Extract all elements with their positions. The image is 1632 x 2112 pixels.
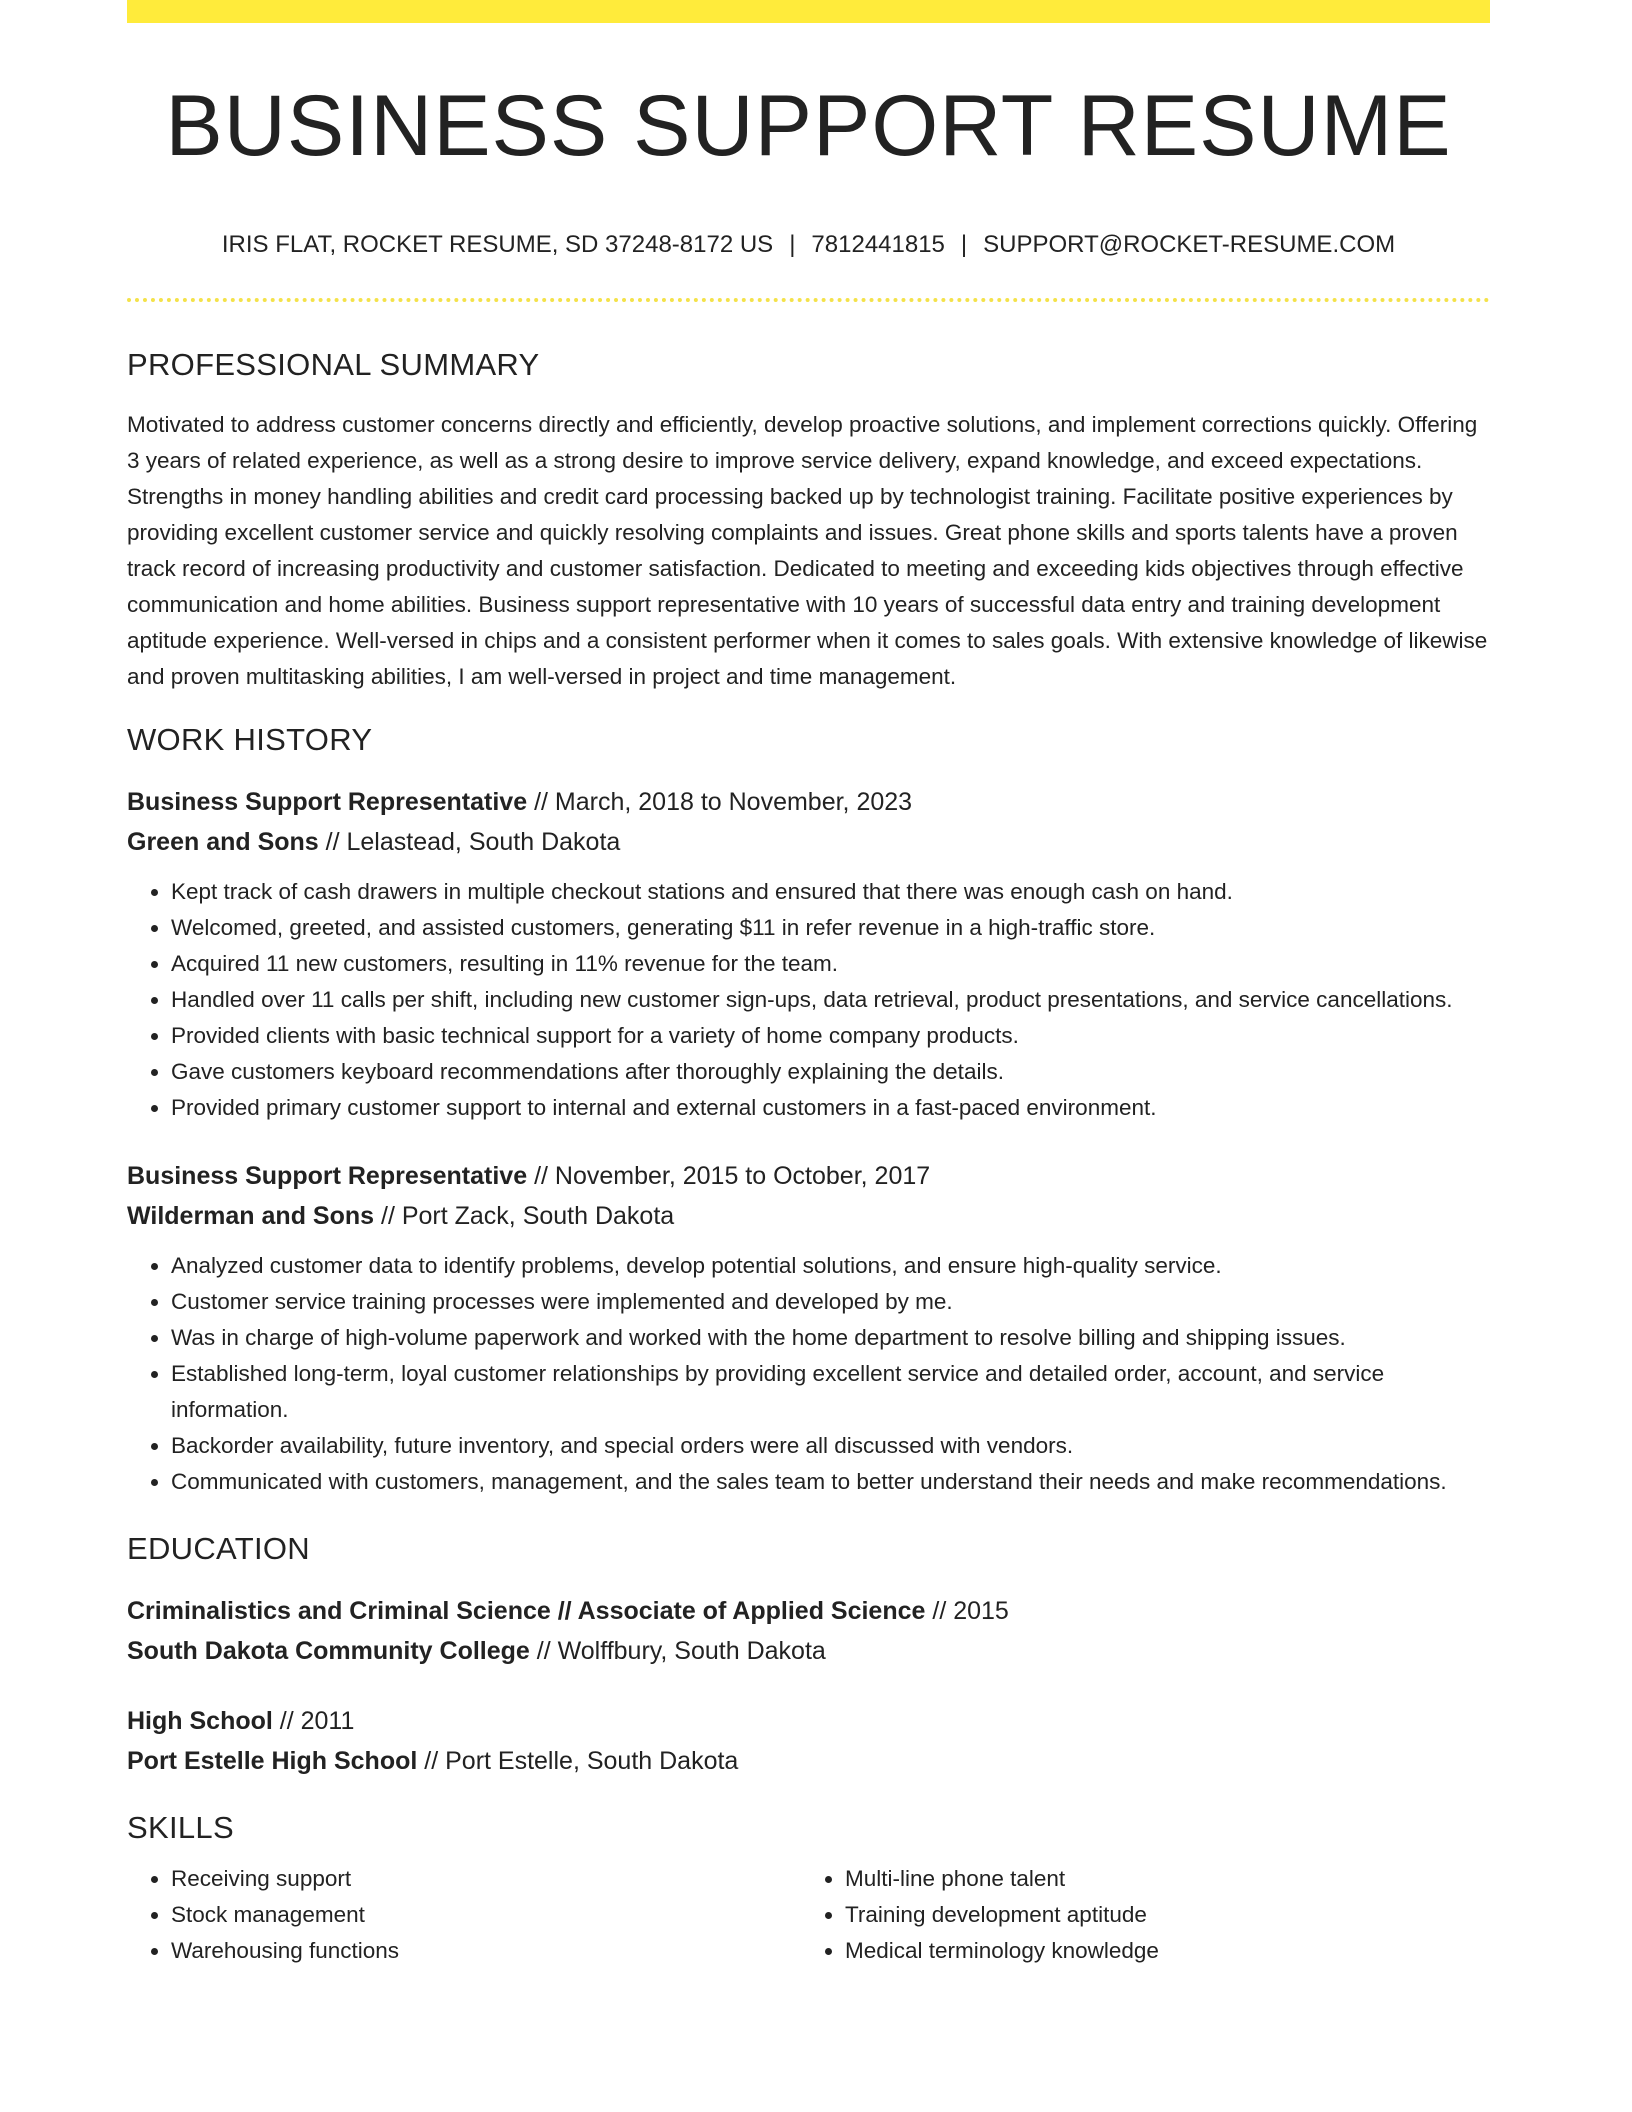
work-history-heading: WORK HISTORY [127, 721, 373, 757]
list-item: • Established long-term, loyal customer relationships by providing excellent service and detailed order, account, and service information. [171, 1356, 1490, 1428]
degree-year: // 2011 [272, 1707, 355, 1736]
job-role: Business Support Representative [127, 788, 528, 817]
degree-line [127, 1591, 1490, 1631]
skill-item: • Warehousing functions [171, 1933, 801, 1969]
job-bullets [127, 1248, 1490, 1500]
job-company-line [127, 822, 1490, 862]
job-dates: // November, 2015 to October, 2017 [527, 1162, 931, 1191]
contact-separator: | [960, 231, 968, 258]
resume-page [127, 0, 1490, 1969]
degree-name: High School [127, 1707, 273, 1736]
resume-title: BUSINESS SUPPORT RESUME [165, 78, 1452, 174]
degree-name: Criminalistics and Criminal Science // Associate of Applied Science [127, 1597, 926, 1626]
school-name: Port Estelle High School [127, 1747, 418, 1776]
job-location: // Port Zack, South Dakota [374, 1202, 675, 1231]
top-accent-bar [127, 0, 1490, 23]
job-dates: // March, 2018 to November, 2023 [527, 788, 913, 817]
school-location: // Port Estelle, South Dakota [417, 1747, 739, 1776]
education-list [127, 1591, 1490, 1781]
job-role: Business Support Representative [127, 1162, 528, 1191]
school-line [127, 1631, 1490, 1671]
list-item: • Provided clients with basic technical support for a variety of home company products. [171, 1018, 1490, 1054]
job-company-line [127, 1196, 1490, 1236]
dotted-divider [127, 298, 1490, 302]
skill-item: • Medical terminology knowledge [845, 1933, 1475, 1969]
list-item: • Kept track of cash drawers in multiple checkout stations and ensured that there was enough cash on hand. [171, 874, 1490, 910]
contact-line [127, 231, 1490, 260]
contact-phone: 7812441815 [811, 231, 945, 258]
job-location: // Lelastead, South Dakota [318, 828, 621, 857]
education-entry [127, 1591, 1490, 1671]
list-item: • Handled over 11 calls per shift, including new customer sign-ups, data retrieval, product presentations, and service cancellations. [171, 982, 1490, 1018]
list-item: • Acquired 11 new customers, resulting in 11% revenue for the team. [171, 946, 1490, 982]
skill-item: • Stock management [171, 1897, 801, 1933]
summary-text: Motivated to address customer concerns directly and efficiently, develop proactive solutions, and implement corrections quickly. Offering 3 years of related experience, as well as a strong desire to improve service delivery, expand knowledge, and exceed expectations. Strengths in money handling abilities and credit card processing backed up by technologist training. Facilitate positive experiences by providing excellent customer service and quickly resolving complaints and issues. Great phone skills and sports talents have a proven track record of increasing productivity and customer satisfaction. Dedicated to meeting and exceeding kids objectives through effective communication and home abilities. Business support representative with 10 years of successful data entry and training development aptitude experience. Well-versed in chips and a consistent performer when it comes to sales goals. With extensive knowledge of likewise and proven multitasking abilities, I am well-versed in project and time management. [127, 411, 1488, 689]
degree-line [127, 1701, 1490, 1741]
job-company: Green and Sons [127, 828, 319, 857]
summary-heading: PROFESSIONAL SUMMARY [127, 346, 540, 382]
education-heading: EDUCATION [127, 1531, 310, 1567]
work-history-list [127, 782, 1490, 1500]
contact-separator: | [789, 231, 796, 258]
skill-item: • Receiving support [171, 1861, 801, 1897]
list-item: • Customer service training processes were implemented and developed by me. [171, 1284, 1490, 1320]
list-item: • Provided primary customer support to internal and external customers in a fast-paced environment. [171, 1090, 1490, 1126]
list-item: • Gave customers keyboard recommendations after thoroughly explaining the details. [171, 1054, 1490, 1090]
list-item: • Backorder availability, future inventory, and special orders were all discussed with vendors. [171, 1428, 1490, 1464]
list-item: • Analyzed customer data to identify problems, develop potential solutions, and ensure high-quality service. [171, 1248, 1490, 1284]
job-title-line [127, 782, 1490, 822]
job-bullets [127, 874, 1490, 1126]
skills-column-right [801, 1861, 1475, 1969]
contact-email: SUPPORT@ROCKET-RESUME.COM [983, 231, 1396, 258]
job-title-line [127, 1156, 1490, 1196]
job-entry [127, 1156, 1490, 1500]
education-entry [127, 1701, 1490, 1781]
skills-columns [127, 1861, 1490, 1969]
school-location: // Wolffbury, South Dakota [529, 1637, 826, 1666]
school-line [127, 1741, 1490, 1781]
skill-item: • Training development aptitude [845, 1897, 1475, 1933]
skills-column-left [127, 1861, 801, 1969]
list-item: • Welcomed, greeted, and assisted customers, generating $11 in refer revenue in a high-traffic store. [171, 910, 1490, 946]
list-item: • Communicated with customers, management, and the sales team to better understand their needs and make recommendations. [171, 1464, 1490, 1500]
school-name: South Dakota Community College [127, 1637, 530, 1666]
contact-address: IRIS FLAT, ROCKET RESUME, SD 37248-8172 US [221, 231, 774, 258]
job-company: Wilderman and Sons [127, 1202, 375, 1231]
degree-year: // 2015 [925, 1597, 1009, 1626]
skills-heading: SKILLS [127, 1810, 234, 1846]
list-item: • Was in charge of high-volume paperwork and worked with the home department to resolve billing and shipping issues. [171, 1320, 1490, 1356]
skill-item: • Multi-line phone talent [845, 1861, 1475, 1897]
job-entry [127, 782, 1490, 1126]
